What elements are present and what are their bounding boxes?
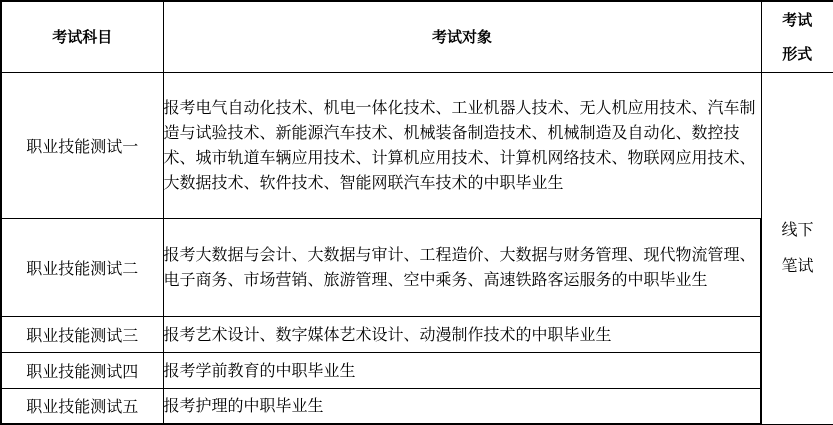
- table-header-row: [1, 1, 833, 72]
- target-cell: 报考艺术设计、数字媒体艺术设计、动漫制作技术的中职毕业生: [163, 316, 761, 352]
- table-row: [1, 316, 833, 352]
- table-row: [1, 218, 833, 316]
- subject-cell: 职业技能测试二: [1, 218, 163, 316]
- header-form: [761, 1, 833, 72]
- header-subject: 考试科目: [1, 1, 163, 72]
- target-cell: 报考学前教育的中职毕业生: [163, 352, 761, 388]
- target-cell: 报考大数据与会计、大数据与审计、工程造价、大数据与财务管理、现代物流管理、电子商务、市场营销、旅游管理、空中乘务、高速铁路客运服务的中职毕业生: [163, 218, 761, 316]
- table-row: [1, 72, 833, 218]
- table-row: [1, 388, 833, 424]
- subject-cell: 职业技能测试三: [1, 316, 163, 352]
- header-form-line1: 考试: [782, 10, 813, 29]
- subject-cell: 职业技能测试一: [1, 72, 163, 218]
- table-row: [1, 352, 833, 388]
- exam-form-cell: [761, 72, 833, 424]
- header-target: 考试对象: [163, 1, 761, 72]
- exam-form-line1: 线下: [781, 220, 814, 239]
- target-cell: 报考电气自动化技术、机电一体化技术、工业机器人技术、无人机应用技术、汽车制造与试验技术、新能源汽车技术、机械装备制造技术、机械制造及自动化、数控技术、城市轨道车辆应用技术、计算机应用技术、计算机网络技术、物联网应用技术、大数据技术、软件技术、智能网联汽车技术的中职毕业生: [163, 72, 761, 218]
- header-form-line2: 形式: [782, 44, 813, 63]
- exam-form-line2: 笔试: [781, 256, 814, 275]
- subject-cell: 职业技能测试五: [1, 388, 163, 424]
- subject-cell: 职业技能测试四: [1, 352, 163, 388]
- target-cell: 报考护理的中职毕业生: [163, 388, 761, 424]
